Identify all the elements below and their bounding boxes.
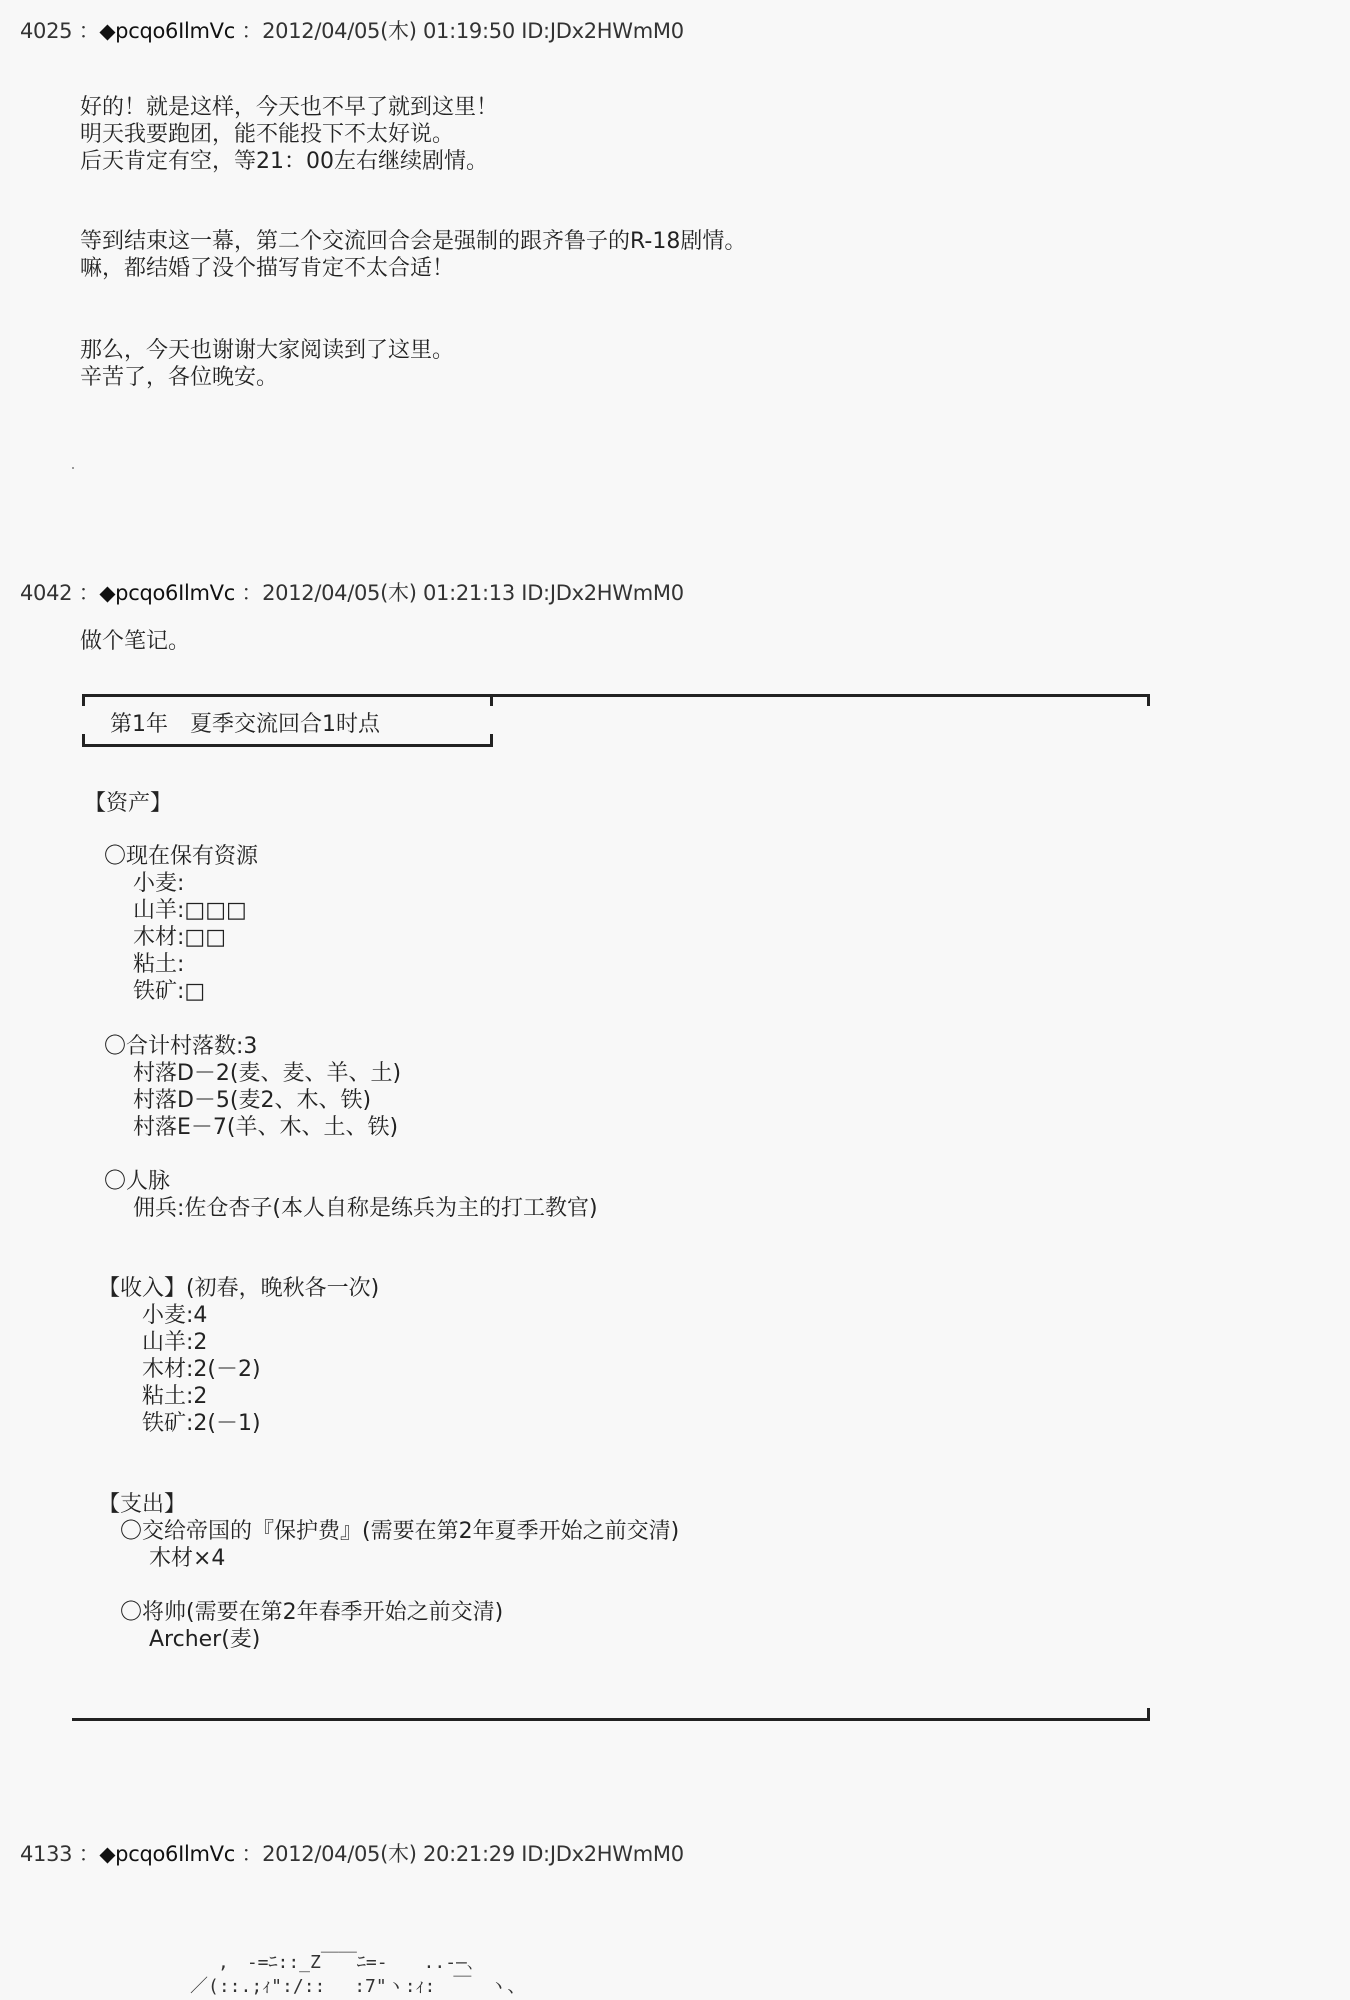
resources-list: 〇现在保有资源 小麦: 山羊:□□□ 木材:□□ 粘土: 铁矿:□ — [104, 844, 259, 1004]
expense-item: 〇将帅(需要在第2年春季开始之前交清) Archer(麦) — [120, 1600, 504, 1652]
post-header: 4025 ：◆pcqo6IlmVc ：2012/04/05(木) 01:19:50 ID:JDx2HWmM0 — [20, 19, 684, 43]
expense-item: 〇交给帝国的『保护费』(需要在第2年夏季开始之前交清) 木材×4 — [120, 1519, 680, 1571]
poster-name: ◆pcqo6IlmVc — [99, 1842, 235, 1866]
post-number: 4042 — [20, 581, 73, 605]
post-paragraph: 那么，今天也谢谢大家阅读到了这里。 辛苦了，各位晚安。 — [80, 338, 455, 390]
post-number: 4025 — [20, 19, 73, 43]
post-header: 4133 ：◆pcqo6IlmVc ：2012/04/05(木) 20:21:29 ID:JDx2HWmM0 — [20, 1842, 684, 1866]
post-number: 4133 — [20, 1842, 73, 1866]
post-paragraph: 好的！就是这样，今天也不早了就到这里！ 明天我要跑团，能不能投下不太好说。 后天肯定有空，等21：00左右继续剧情。 — [80, 95, 499, 174]
assets-heading: 【资产】 — [84, 791, 173, 816]
post-header: 4042 ：◆pcqo6IlmVc ：2012/04/05(木) 01:21:13 ID:JDx2HWmM0 — [20, 581, 684, 605]
poster-name: ◆pcqo6IlmVc — [99, 19, 235, 43]
post-date: 2012/04/05(木) 01:21:13 — [262, 581, 515, 605]
title-box-bottom-right-tick — [490, 734, 493, 746]
post-date: 2012/04/05(木) 20:21:29 — [262, 1842, 515, 1866]
ascii-art-line: , -=ﾆ::_Z￣￣ﾆ=- ..-―､ — [200, 1952, 476, 1973]
title-box-bottom — [82, 744, 493, 747]
thread-page — [10, 0, 1350, 2000]
poster-id: ID:JDx2HWmM0 — [521, 1842, 684, 1866]
stray-dot — [72, 467, 74, 469]
frame-top-line — [82, 694, 1150, 697]
ascii-art-line: ／(::.;ｨ":/:: :7"ヽ:ｨ: ￣ ヽ、 — [190, 1976, 526, 1997]
post-paragraph: 等到结束这一幕，第二个交流回合会是强制的跟齐鲁子的R-18剧情。 嘛，都结婚了没个描写肯定不太合适！ — [80, 229, 747, 281]
villages-list: 〇合计村落数:3 村落D－2(麦、麦、羊、土) 村落D－5(麦2、木、铁) 村落E－7(羊、木、土、铁) — [104, 1034, 402, 1140]
frame-top-left-tick — [82, 694, 85, 706]
frame-bottom-line — [72, 1718, 1150, 1721]
income-list: 【收入】(初春，晚秋各一次) 小麦:4 山羊:2 木材:2(－2) 粘土:2 铁矿:2(－1) — [98, 1276, 380, 1436]
expense-heading: 【支出】 — [98, 1492, 187, 1517]
poster-id: ID:JDx2HWmM0 — [521, 581, 684, 605]
post-date: 2012/04/05(木) 01:19:50 — [262, 19, 515, 43]
poster-name: ◆pcqo6IlmVc — [99, 581, 235, 605]
contacts-list: 〇人脉 佣兵:佐仓杏子(本人自称是练兵为主的打工教官) — [104, 1169, 598, 1221]
frame-top-right-tick — [1147, 694, 1150, 706]
title-box-divider — [490, 694, 493, 706]
title-box-bottom-left-tick — [82, 734, 85, 746]
frame-bottom-right-tick — [1147, 1708, 1150, 1720]
post-intro: 做个笔记。 — [80, 629, 191, 654]
poster-id: ID:JDx2HWmM0 — [521, 19, 684, 43]
notes-title: 第1年 夏季交流回合1时点 — [110, 712, 380, 737]
